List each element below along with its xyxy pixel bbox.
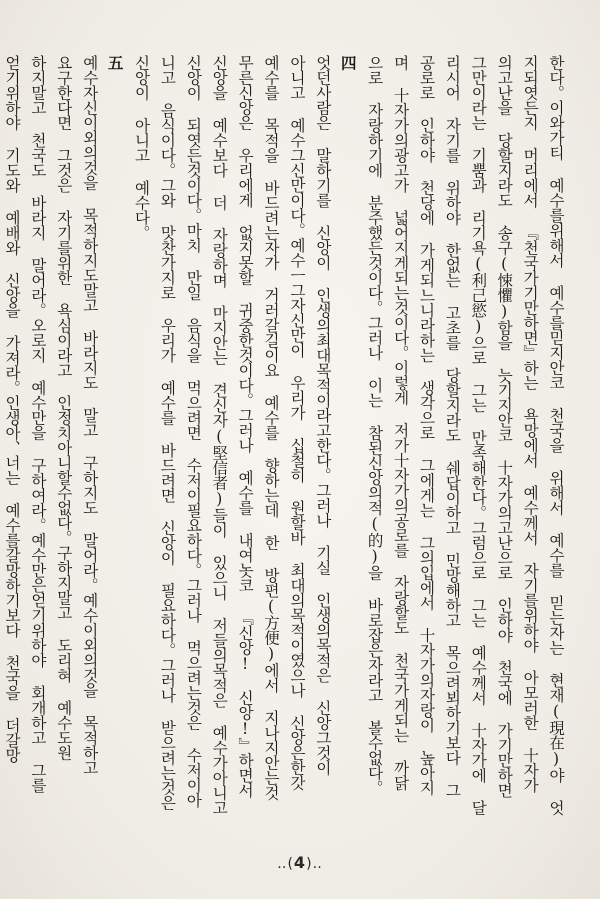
text-column: 한다。이와가티 예수를위해서 예수를믿지안코 천국을 위해서 예수를 믿는자는 현재(現在)야 엇 xyxy=(547,55,565,815)
page-number xyxy=(0,853,600,872)
text-column: 예수자신이외의것을 목적하지도말고 바라지도 말고 구하지도 말어라。예수이외의것을 목적하고 xyxy=(80,55,99,775)
text-column: 며 十자가의광고가 넓어지게되는것이다。이렇게 저가十자가의공로를 자랑할도 천국가게되는 까닭 xyxy=(391,55,410,790)
text-column: 요구한다면 그것은 자기를위한 욕심이라고 인정치아니할수없다。구하지말고 도리혀 예수도원 xyxy=(54,55,73,760)
text-column: 지되엿든지 머리에서 『천국가기만하면』하는 욕망에서 예수께서 자기를위하야 아모러한 十자가 xyxy=(521,55,540,793)
page-number-right-decoration: )‥ xyxy=(306,856,323,872)
text-column: 신앙이 아니고 예수다。 xyxy=(132,55,151,240)
text-column: 리시어 자기를 위하야 한없는 고초를 당할지라도 쉐답이하고 민망해하고 목으려뵈하기보다 그 xyxy=(443,55,462,798)
page-number-value: 4 xyxy=(293,853,307,872)
text-column: 신앙을 예수보다 더 자랑하며 마지안는 견신자(堅信者)들이 있으니 저들의목적은 예수가아니고 xyxy=(210,55,229,815)
text-column: 무른신앙은 우리에게 없지못할 귀중한것이다。그러나 예수를 내여놋코 『신앙! 신앙!』하면서 xyxy=(236,55,255,798)
text-column: 공로로 인하야 천당에 가게되느니라하는 생각으로 그에게는 그의입에서 十자가의자랑이 높아지 xyxy=(417,55,436,795)
section-heading: 五 xyxy=(105,55,125,70)
text-column: 의고난을 당할지라도 송구(悚懼)함을 늣기지안코 十자가의고난으로 인하야 천국에 가기만하면 xyxy=(495,55,514,798)
text-column: 으로 자랑하기에 분주했든것이다。그러나 이는 참된신앙의적(的)을 바로잡은자라고 볼수없다。 xyxy=(365,55,384,795)
section-heading: 四 xyxy=(338,55,358,70)
text-body xyxy=(2,55,568,850)
text-column: 엇던사람은 말하기를 신앙이 인생의최대목적이라고한다。그러나 기실 인생의목적은 신앙그것이 xyxy=(313,55,332,775)
text-column: 니고 음식이다。그와 맛찬가지로 우리가 예수를 바드려면 신앙이 필요하다。그러나 받으려는것은 xyxy=(158,55,177,810)
text-column: 그만이라는 기뿜과 리기욕(利己慾)으로 그는 만족해한다。그럼으로 그는 예수께서 十자가에 달 xyxy=(469,55,488,815)
text-column: 예수를 목적을 바드려는자가 거러갈길이요 예수를 향하는데 한 방편(方便)에서 지나지안는것 xyxy=(262,55,281,800)
text-column: 신앙이 되엿든것이다。마치 만일 음식을 먹으려면 수저이필요하다。그러나 먹으려는것은 수저이아 xyxy=(184,55,203,808)
page-number-left-decoration: ‥( xyxy=(277,856,294,872)
text-column: 얻기위하야 기도와 예배와 신앙을 가져라。인생아、너는 예수를갈망하기보다 천국을 더갈망 xyxy=(2,55,21,763)
text-column: 아니고 예수그신만이다。예수ㅡ그자신만이 우리가 십철히 원할바 최대의목적이였으나 신앙은한갓 xyxy=(287,55,306,790)
text-column: 하지말고 천국도 바라지 말어라。오로지 예수만을 구하여라。예수만은얻기위하야 회개하고 그를 xyxy=(28,55,47,793)
